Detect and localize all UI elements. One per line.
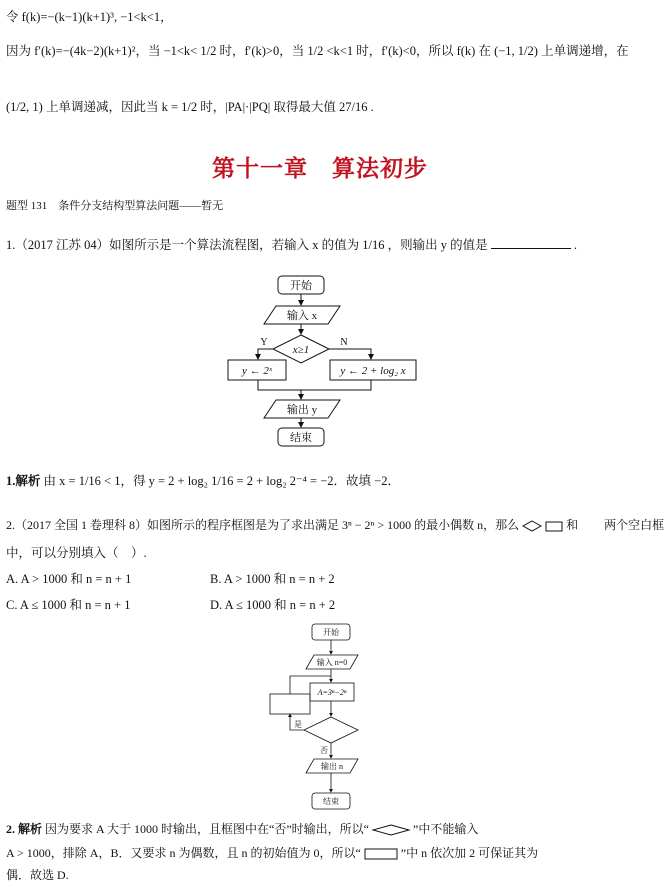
- flow1-no-label: N: [340, 337, 348, 348]
- chapter-title: 第十一章 算法初步: [212, 156, 428, 182]
- flow2-start-label: 开始: [323, 628, 339, 637]
- diamond-icon: [372, 824, 410, 836]
- flow1-left-label: y ← 2ˣ: [242, 365, 272, 377]
- flow1-right-label: y ← 2 + log₂ x: [340, 365, 406, 377]
- rectangle-icon: [364, 848, 398, 860]
- flow2-blank-box: [270, 694, 310, 714]
- rectangle-icon: [545, 521, 563, 532]
- answer-1: 1.解析 由 x = 1/16 < 1，得 y = 2 + log₂ 1/16 = 2 + log₂ 2⁻⁴ = −2．故填 −2．: [6, 474, 400, 488]
- half-fraction: 1/2: [307, 44, 324, 58]
- half-fraction: 1/2: [200, 44, 217, 58]
- flow1-yes-label: Y: [260, 337, 268, 348]
- flow2-input-label: 输入 n=0: [316, 658, 348, 667]
- x-value: 1/16: [362, 238, 385, 252]
- x-value: 1/16: [78, 474, 101, 488]
- flow2-compute-label: A=3ⁿ−2ⁿ: [317, 688, 347, 697]
- flow1-start-label: 开始: [290, 280, 312, 292]
- max-value: 27/16: [338, 100, 368, 114]
- intro-line-1: 令 f(k)=−(k−1)(k+1)³, −1<k<1，: [6, 10, 173, 24]
- flowchart-1: [220, 272, 430, 458]
- answer-2-line3: 偶．故选 D.: [6, 868, 69, 882]
- interval-increasing: (−1, 1/2): [494, 44, 538, 58]
- intro-line-2: 因为 f′(k)=−(4k−2)(k+1)²，当 −1<k< 1/2 时，f′(k)>0，当 1/2 <k<1 时，f′(k)<0，所以 f(k) 在 (−1, 1/2) 上单调递增，在: [6, 44, 629, 58]
- diamond-icon: [522, 520, 542, 532]
- flow2-yes-label: 是: [294, 720, 302, 729]
- answer-blank: [491, 238, 571, 249]
- half-fraction: 1/2: [181, 100, 198, 114]
- flow1-output-label: 输出 y: [286, 404, 318, 416]
- flowchart-2: [266, 620, 396, 816]
- intro-line-3: (1/2, 1) 上单调递减，因此当 k = 1/2 时，|PA|·|PQ| 取得最大值 27/16 .: [6, 100, 374, 114]
- question-1-stem: 1.（2017 江苏 04）如图所示是一个算法流程图，若输入 x 的值为 1/16 ，则输出 y 的值是 .: [6, 238, 578, 252]
- interval-decreasing: (1/2, 1): [6, 100, 43, 114]
- flow1-input-label: 输入 x: [286, 310, 318, 322]
- option-c: C. A ≤ 1000 和 n = n + 1: [6, 598, 131, 612]
- option-a: A. A > 1000 和 n = n + 1: [6, 572, 132, 586]
- flow2-no-label: 否: [320, 746, 328, 755]
- answer-2-line1: 2. 解析 因为要求 A 大于 1000 时输出，且框图中在“否”时输出，所以“ ”中不能输入: [6, 822, 479, 836]
- flow1-cond-label: x≥1: [292, 344, 310, 356]
- option-b: B. A > 1000 和 n = n + 2: [210, 572, 335, 586]
- x-value: 1/16: [211, 474, 234, 488]
- flow2-output-label: 输出 n: [321, 762, 343, 771]
- flow2-decision-blank: [304, 717, 358, 743]
- option-d: D. A ≤ 1000 和 n = n + 2: [210, 598, 336, 612]
- flow1-end-label: 结束: [290, 432, 312, 444]
- flow2-end-label: 结束: [323, 797, 339, 806]
- topic-label: 题型 131 条件分支结构型算法问题——暂无: [6, 200, 224, 212]
- question-2-stem-line2: 中，可以分别填入（ ）.: [6, 546, 147, 560]
- answer-2-line2: A > 1000，排除 A，B．又要求 n 为偶数，且 n 的初始值为 0，所以“ ”中 n 依次加 2 可保证其为: [6, 846, 539, 860]
- question-2-stem: 2.（2017 全国 1 卷理科 8）如图所示的程序框图是为了求出满足 3ⁿ − 2ⁿ > 1000 的最小偶数 n，那么 和 两个空白框: [6, 518, 664, 532]
